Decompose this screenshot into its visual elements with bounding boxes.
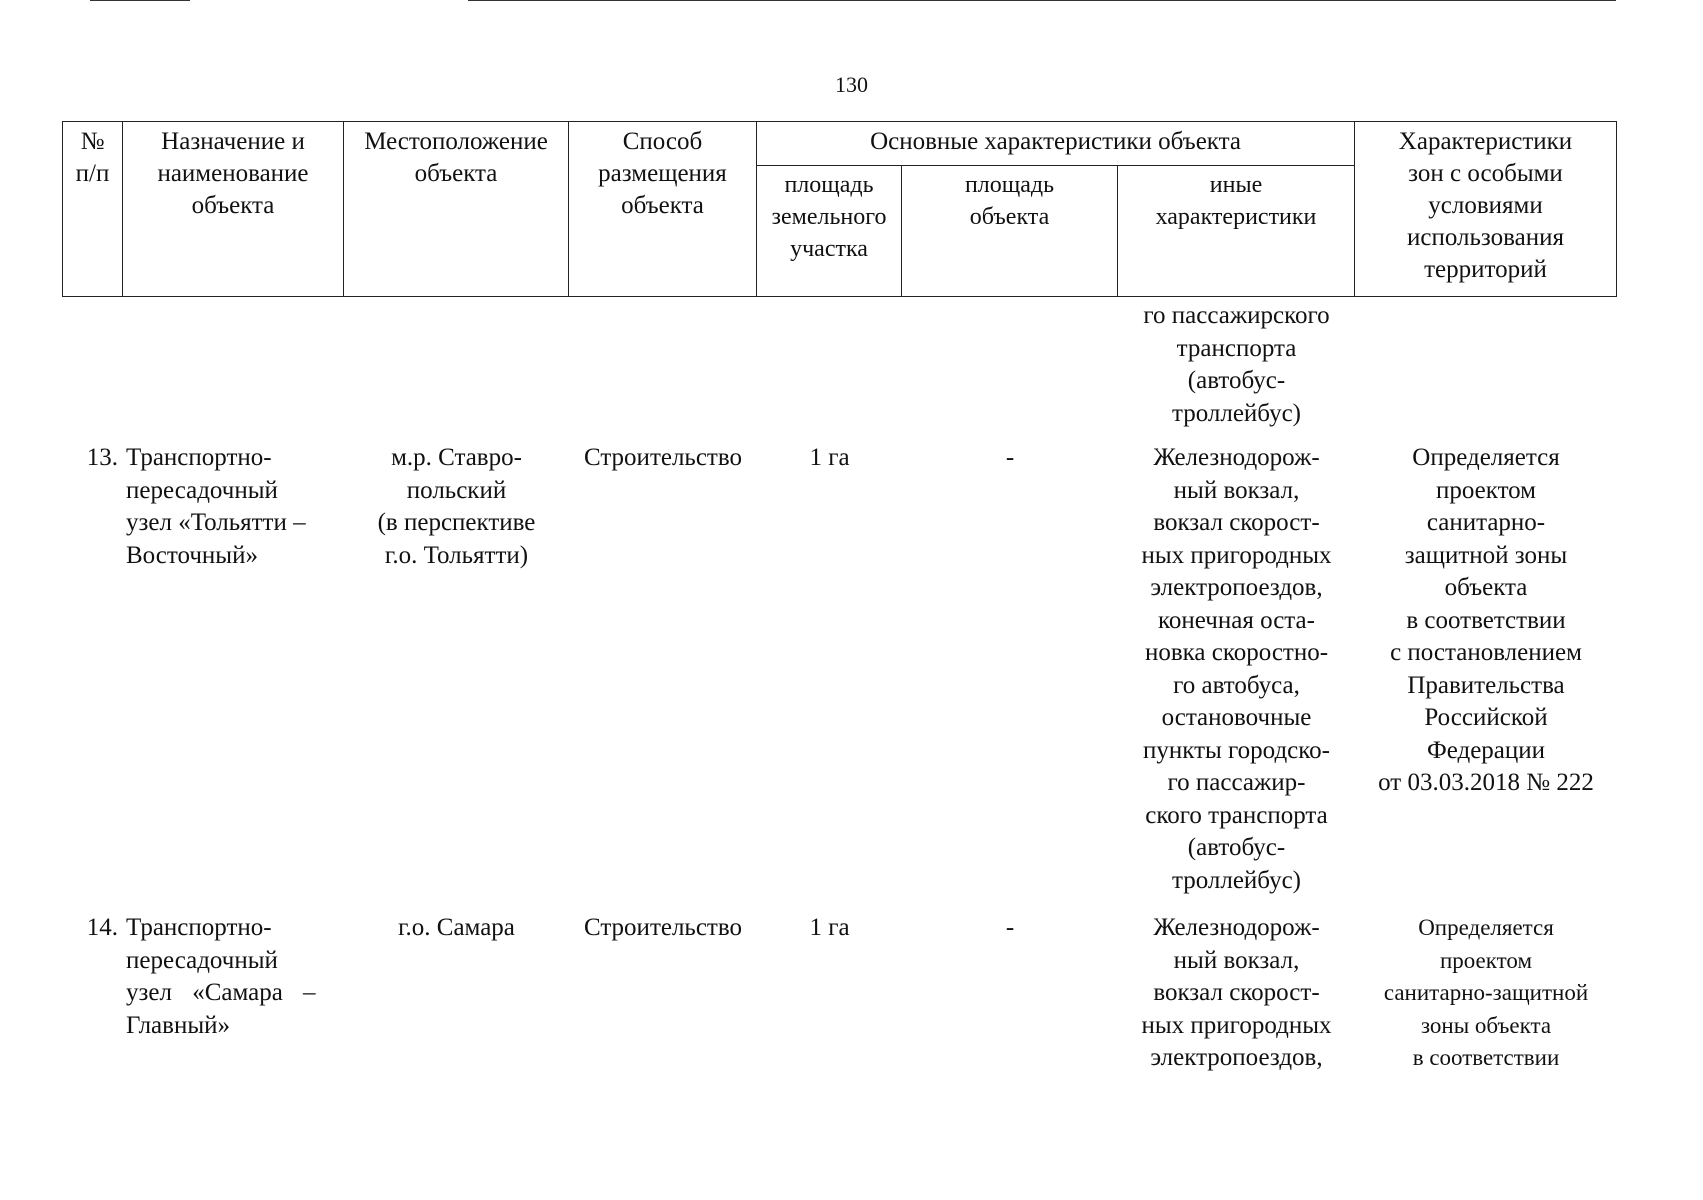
continuation-line: го пассажирского [1143, 302, 1330, 329]
header-placement: Способ размещения объекта [569, 122, 757, 297]
header-object-area: площадь объекта [902, 166, 1118, 297]
header-land-area: площадь земельного участка [757, 166, 902, 297]
continuation-line: (автобус- [1187, 367, 1286, 394]
page-number: 130 [835, 72, 868, 97]
land-area: 1 га [809, 914, 850, 941]
header-num: № п/п [63, 122, 123, 297]
row-number: 14. [86, 914, 118, 941]
header-main-characteristics: Основные характеристики объекта [757, 122, 1355, 166]
table-row [62, 912, 1616, 1082]
object-area: - [1005, 914, 1015, 941]
other-characteristics: Железнодорож- ный вокзал, вокзал скорост- ных пригородных электропоездов, [1141, 914, 1332, 1071]
object-area: - [1005, 444, 1015, 471]
object-name: Транспортно- пересадочный узел «Тольятти – Восточный» [126, 444, 306, 569]
other-characteristics: Железнодорож- ный вокзал, вокзал скорост- ных пригородных электропоездов, конечная оста- новка скоростно- го автобуса, остановочные пункты городско- го пассажир- ского транспорта (автобус- троллейбус) [1141, 444, 1332, 894]
row-number: 13. [86, 444, 118, 471]
table-row [62, 442, 1616, 902]
object-location: м.р. Ставро- польский (в перспективе г.о. Тольятти) [377, 444, 536, 569]
top-rule-right [468, 0, 1616, 1]
placement-method: Строительство [583, 444, 742, 471]
zone-characteristics: Определяется проектом санитарно-защитной зоны объекта в соответствии [1383, 915, 1589, 1070]
header-other: иные характеристики [1118, 166, 1355, 297]
header-location: Местоположение объекта [344, 122, 569, 297]
continuation-line: троллейбус) [1171, 399, 1302, 427]
header-zones: Характеристики зон с особыми условиями использования территорий [1355, 122, 1617, 297]
placement-method: Строительство [583, 914, 742, 941]
zone-characteristics: Определяется проектом санитарно- защитной зоны объекта в соответствии с постановлением Правительства Российской Федерации от 03.03.2018 № 222 [1378, 444, 1594, 796]
continuation-line: транспорта [1176, 334, 1297, 362]
object-name: Транспортно- пересадочный узел «Самара – Главный» [126, 914, 316, 1039]
table-header [62, 121, 1617, 297]
top-rule-left [90, 0, 190, 1]
land-area: 1 га [809, 444, 850, 471]
header-purpose: Назначение и наименование объекта [123, 122, 344, 297]
object-location: г.о. Самара [398, 914, 515, 941]
